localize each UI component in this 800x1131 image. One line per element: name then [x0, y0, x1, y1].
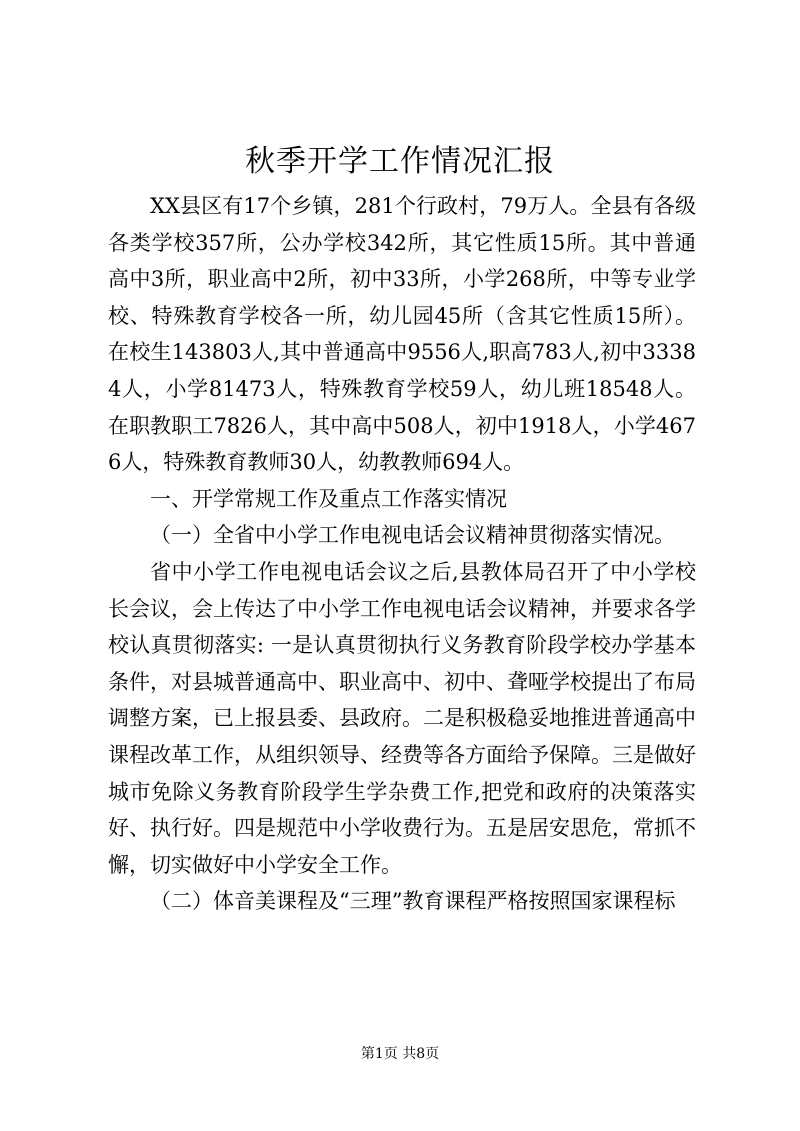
paragraph-meeting-implementation: 省中小学工作电视电话会议之后,县教体局召开了中小学校长会议，会上传达了中小学工作电视电话会议精神，并要求各学校认真贯彻落实: 一是认真贯彻执行义务教育阶段学校办学基本条件，对县城普通高中、职业高中、初中、聋哑学校提出了布局调整方案，已上报县委、县政府。二是积极稳妥地推进普通高中课程改革工作，从组织领导、经费等各方面给予保障。三是做好城市免除义务教育阶段学生学杂费工作,把党和政府的决策落实好、执行好。四是规范中小学收费行为。五是居安思危，常抓不懈，切实做好中小学安全工作。: [108, 559, 696, 877]
document-title: 秋季开学工作情况汇报: [245, 144, 555, 179]
subsection-heading-2: （二）体音美课程及“三理”教育课程严格按照国家课程标: [150, 889, 676, 914]
document-body: [108, 188, 696, 920]
paragraph-overview: XX县区有17个乡镇，281个行政村，79万人。全县有各级各类学校357所，公办学校342所，其它性质15所。其中普通高中3所，职业高中2所，初中33所，小学268所，中等专业学校、特殊教育学校各一所，幼儿园45所（含其它性质15所）。在校生143803人,其中普通高中9556人,职高783人,初中33384人，小学81473人，特殊教育学校59人，幼儿班18548人。在职教职工7826人，其中高中508人，初中1918人，小学4676人，特殊教育教师30人，幼教教师694人。: [108, 194, 696, 475]
section-heading: 一、开学常规工作及重点工作落实情况: [150, 486, 507, 511]
subsection-heading-1: （一）全省中小学工作电视电话会议精神贯彻落实情况。: [150, 523, 675, 548]
page-number: 第1页 共8页: [360, 1046, 440, 1062]
